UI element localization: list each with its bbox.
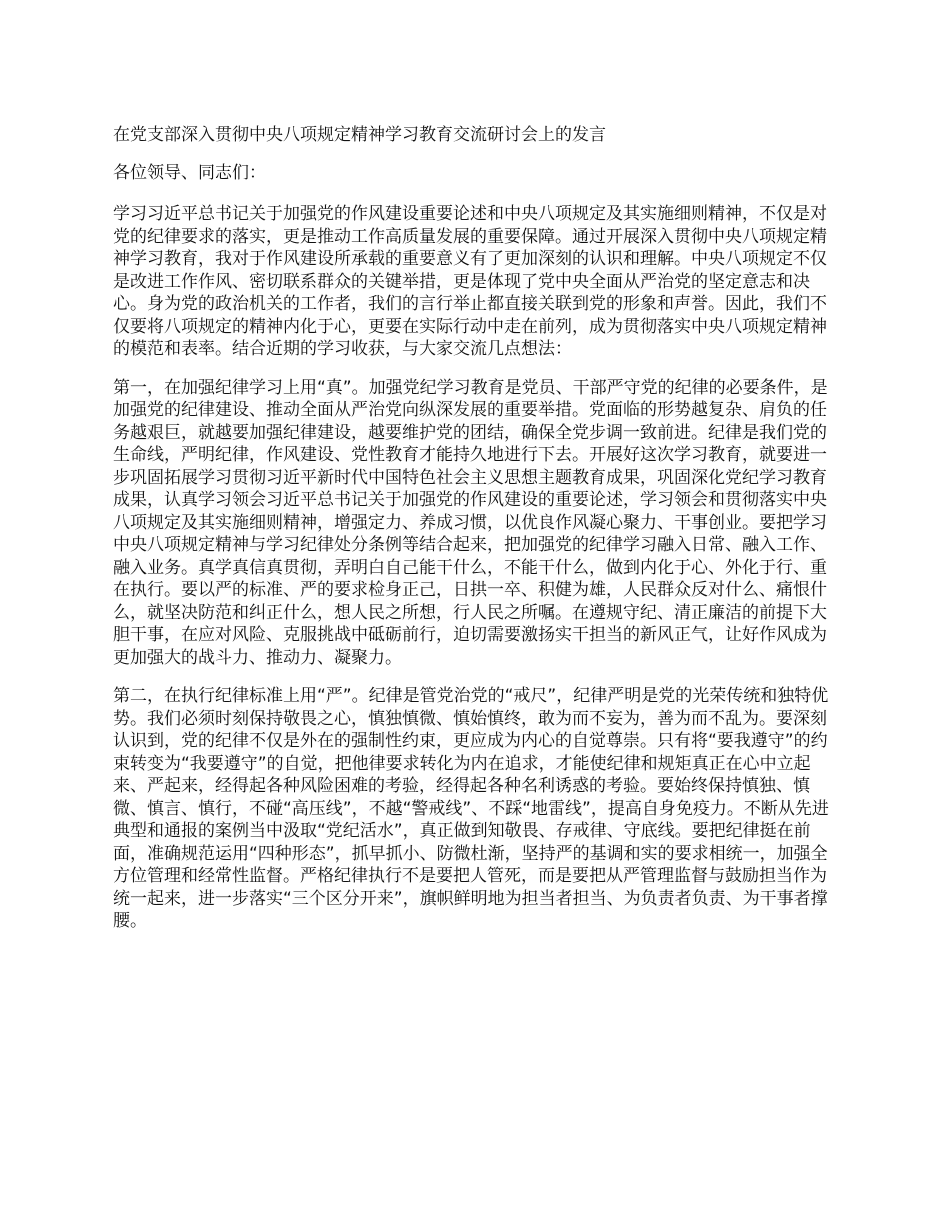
salutation: 各位领导、同志们： [113, 162, 266, 183]
paragraph-second-point: 第二，在执行纪律标准上用“严”。纪律是管党治党的“戒尺”，纪律严明是党的光荣传统和独特优势。我们必须时刻保持敬畏之心，慎独慎微、慎始慎终，敢为而不妄为，善为而不乱为。要深刻认识到，党的纪律不仅是外在的强制性约束，更应成为内心的自觉尊崇。只有将“要我遵守”的约束转变为“我要遵守”的自觉，把他律要求转化为内在追求，才能使纪律和规矩真正在心中立起来、严起来，经得起各种风险困难的考验，经得起各种名利诱惑的考验。要始终保持慎独、慎微、慎言、慎行，不碰“高压线”，不越“警戒线”、不踩“地雷线”，提高自身免疫力。不断从先进典型和通报的案例当中汲取“党纪活水”，真正做到知敬畏、存戒律、守底线。要把纪律挺在前面，准确规范运用“四种形态”，抓早抓小、防微杜渐，坚持严的基调和实的要求相统一，加强全方位管理和经常性监督。严格纪律执行不是要把人管死，而是要把从严管理监督与鼓励担当作为统一起来，进一步落实“三个区分开来”，旗帜鲜明地为担当者担当、为负责者负责、为干事者撑腰。 [113, 686, 829, 931]
document-title: 在党支部深入贯彻中央八项规定精神学习教育交流研讨会上的发言 [113, 125, 606, 145]
paragraph-intro: 学习习近平总书记关于加强党的作风建设重要论述和中央八项规定及其实施细则精神，不仅是对党的纪律要求的落实，更是推动工作高质量发展的重要保障。通过开展深入贯彻中央八项规定精神学习教育，我对于作风建设所承载的重要意义有了更加深刻的认识和理解。中央八项规定不仅是改进工作作风、密切联系群众的关键举措，更是体现了党中央全面从严治党的坚定意志和决心。身为党的政治机关的工作者，我们的言行举止都直接关联到党的形象和声誉。因此，我们不仅要将八项规定的精神内化于心，更要在实际行动中走在前列，成为贯彻落实中央八项规定精神的模范和表率。结合近期的学习收获，与大家交流几点想法： [113, 204, 827, 359]
paragraph-first-point: 第一，在加强纪律学习上用“真”。加强党纪学习教育是党员、干部严守党的纪律的必要条件，是加强党的纪律建设、推动全面从严治党向纵深发展的重要举措。党面临的形势越复杂、肩负的任务越艰巨，就越要加强纪律建设，越要维护党的团结，确保全党步调一致前进。纪律是我们党的生命线，严明纪律，作风建设、党性教育才能持久地进行下去。开展好这次学习教育，就要进一步巩固拓展学习贯彻习近平新时代中国特色社会主义思想主题教育成果，巩固深化党纪学习教育成果，认真学习领会习近平总书记关于加强党的作风建设的重要论述，学习领会和贯彻落实中央八项规定及其实施细则精神，增强定力、养成习惯，以优良作风凝心聚力、干事创业。要把学习中央八项规定精神与学习纪律处分条例等结合起来，把加强党的纪律学习融入日常、融入工作、融入业务。真学真信真贯彻，弄明白自己能干什么，不能干什么，做到内化于心、外化于行、重在执行。要以严的标准、严的要求检身正己，日拱一卒、积健为雄，人民群众反对什么、痛恨什么，就坚决防范和纠正什么，想人民之所想，行人民之所嘱。在遵规守纪、清正廉洁的前提下大胆干事，在应对风险、克服挑战中砥砺前行，迫切需要激扬实干担当的新风正气，让好作风成为更加强大的战斗力、推动力、凝聚力。 [113, 377, 828, 668]
document-page [113, 124, 843, 949]
